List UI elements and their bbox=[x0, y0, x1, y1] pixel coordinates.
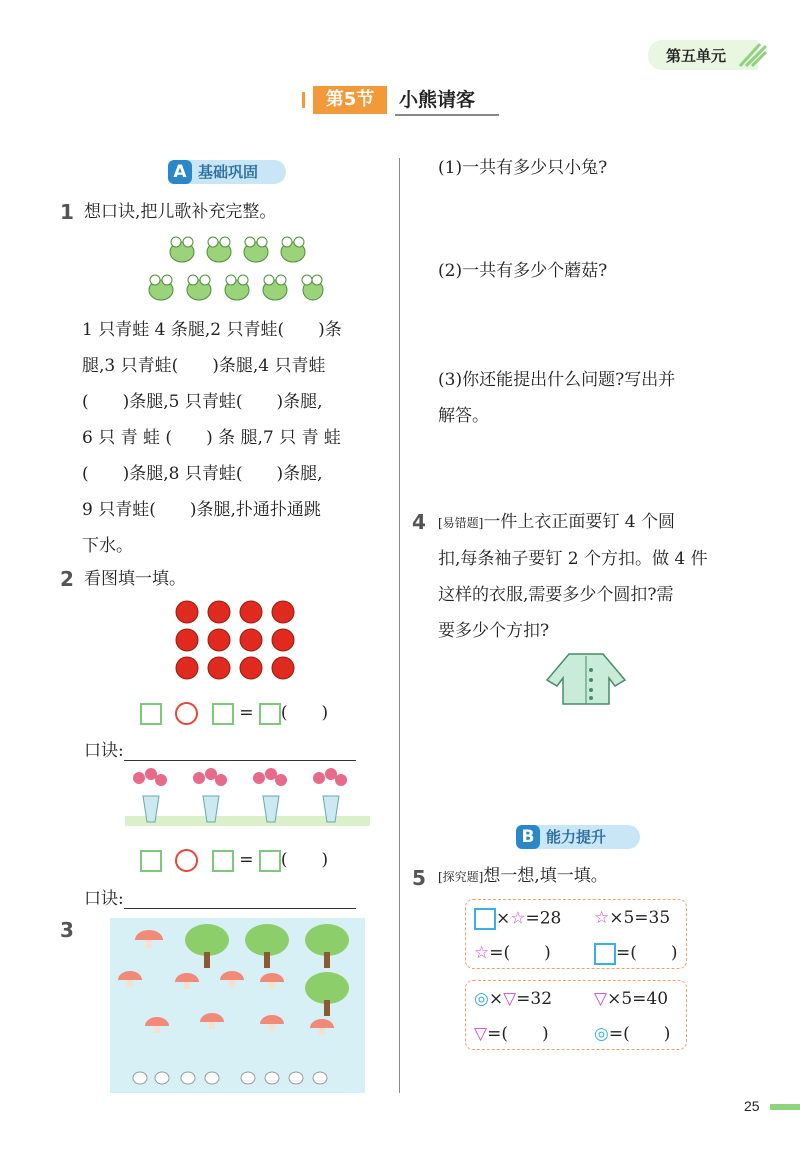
forest-picture bbox=[110, 918, 365, 1093]
coat-icon bbox=[545, 650, 627, 706]
triangle-answer-blank[interactable]: =( ) bbox=[487, 1024, 549, 1044]
times-sign: × bbox=[496, 908, 511, 929]
star-icon: ☆ bbox=[594, 908, 610, 928]
q5-box1-row2 bbox=[474, 938, 551, 963]
column-divider bbox=[399, 158, 400, 1093]
q5-number: 5 bbox=[412, 866, 426, 890]
rabbit-icon bbox=[289, 1072, 303, 1084]
level-a-label: 基础巩固 bbox=[198, 163, 259, 181]
frog-icon bbox=[263, 275, 287, 300]
level-a-tag bbox=[168, 160, 286, 184]
operator-circle[interactable] bbox=[175, 702, 198, 725]
q5-box1-row1b bbox=[594, 908, 670, 928]
result-text: =28 bbox=[525, 908, 562, 929]
q4-line: 这样的衣服,需要多少个圆扣?需 bbox=[438, 585, 674, 605]
q3-sub-2: (2)一共有多少个蘑菇? bbox=[438, 261, 608, 281]
page-bar bbox=[770, 1104, 800, 1110]
square-answer-blank[interactable]: =( ) bbox=[616, 943, 678, 963]
square-icon bbox=[474, 908, 496, 930]
q1-line: 6 只 青 蛙 ( ) 条 腿,7 只 青 蛙 bbox=[82, 428, 341, 448]
q5-box2-row2b bbox=[594, 1019, 670, 1044]
frogs-pyramid bbox=[145, 232, 325, 304]
level-b-label: 能力提升 bbox=[546, 828, 607, 846]
q4-line: 扣,每条袖子要钉 2 个方扣。做 4 件 bbox=[438, 549, 708, 569]
q2-rhyme-1 bbox=[84, 736, 356, 761]
result-text: ×5=35 bbox=[609, 908, 671, 928]
q1-line: ( )条腿,5 只青蛙( )条腿, bbox=[82, 392, 323, 412]
answer-box[interactable] bbox=[259, 703, 281, 725]
q3-number: 3 bbox=[60, 918, 74, 942]
apples-grid bbox=[174, 600, 300, 682]
rose-vase-icon bbox=[193, 768, 227, 822]
operator-circle[interactable] bbox=[175, 849, 198, 872]
title-decoration bbox=[302, 92, 313, 108]
level-a-letter: A bbox=[168, 160, 192, 184]
q2-prompt: 看图填一填。 bbox=[84, 569, 186, 589]
times-sign: × bbox=[488, 989, 504, 1009]
rabbit-icon bbox=[241, 1072, 255, 1084]
level-b-letter: B bbox=[516, 825, 540, 849]
rhyme-line[interactable] bbox=[124, 890, 356, 909]
q3-sub-3: (3)你还能提出什么问题?写出并 bbox=[438, 370, 676, 390]
triangle-down-icon: ▽ bbox=[474, 1024, 488, 1044]
star-answer-blank[interactable]: =( ) bbox=[489, 943, 551, 963]
star-icon: ☆ bbox=[510, 908, 526, 929]
q1-body bbox=[82, 312, 392, 564]
rose-vase-icon bbox=[313, 768, 347, 822]
q5-box2-row2 bbox=[474, 1019, 549, 1044]
q4-number: 4 bbox=[412, 510, 426, 534]
stripes-icon bbox=[738, 42, 768, 68]
frog-icon bbox=[225, 275, 249, 300]
q5-box2-row1b bbox=[594, 989, 668, 1009]
unit-tab bbox=[648, 40, 758, 70]
q5-box2-row1 bbox=[474, 989, 552, 1009]
unit-blank[interactable]: ( ) bbox=[280, 703, 329, 723]
q5-tag: [探究题] bbox=[438, 870, 484, 884]
double-circle-icon: ◎ bbox=[474, 989, 489, 1009]
star-icon: ☆ bbox=[474, 943, 490, 963]
rose-vase-icon bbox=[133, 768, 167, 822]
q2-number: 2 bbox=[60, 567, 74, 591]
frog-icon bbox=[281, 237, 305, 262]
q1-line: 9 只青蛙( )条腿,扑通扑通跳 bbox=[82, 500, 321, 520]
result-text: ×5=40 bbox=[607, 989, 669, 1009]
q1-line: ( )条腿,8 只青蛙( )条腿, bbox=[82, 464, 323, 484]
rabbit-icon bbox=[133, 1072, 147, 1084]
rabbit-icon bbox=[155, 1072, 169, 1084]
unit-blank[interactable]: ( ) bbox=[280, 850, 329, 870]
q2-rhyme-2 bbox=[84, 884, 356, 909]
equals-sign: = bbox=[239, 850, 254, 870]
rhyme-label: 口诀: bbox=[84, 741, 124, 761]
frog-icon bbox=[207, 237, 231, 262]
q1-number: 1 bbox=[60, 200, 74, 224]
level-b-tag bbox=[516, 825, 640, 849]
result-text: =32 bbox=[516, 989, 553, 1009]
q4-line: 一件上衣正面要钉 4 个圆 bbox=[483, 512, 675, 532]
q5-header bbox=[438, 858, 608, 895]
square-icon bbox=[594, 943, 616, 965]
q3-sub-1: (1)一共有多少只小兔? bbox=[438, 158, 608, 178]
q5-box1-row1 bbox=[474, 908, 561, 930]
section-title: 小熊请客 bbox=[395, 86, 499, 116]
q4-line: 要多少个方扣? bbox=[438, 621, 550, 641]
triangle-down-icon: ▽ bbox=[594, 989, 608, 1009]
double-circle-icon: ◎ bbox=[594, 1024, 609, 1044]
answer-box[interactable] bbox=[140, 703, 162, 725]
answer-box[interactable] bbox=[212, 703, 234, 725]
section-badge: 第5节 bbox=[313, 86, 387, 114]
rabbit-icon bbox=[313, 1072, 327, 1084]
answer-box[interactable] bbox=[140, 850, 162, 872]
q1-prompt: 想口诀,把儿歌补充完整。 bbox=[84, 202, 277, 222]
q1-line: 腿,3 只青蛙( )条腿,4 只青蛙 bbox=[82, 356, 326, 376]
rabbit-icon bbox=[205, 1072, 219, 1084]
q4-body bbox=[438, 504, 748, 649]
q2-equation-2 bbox=[140, 845, 328, 872]
answer-box[interactable] bbox=[259, 850, 281, 872]
frog-icon bbox=[244, 237, 268, 262]
q2-equation-1 bbox=[140, 698, 328, 725]
q1-line: 1 只青蛙 4 条腿,2 只青蛙( )条 bbox=[82, 320, 342, 340]
roses-picture bbox=[125, 766, 370, 828]
rhyme-label: 口诀: bbox=[84, 889, 124, 909]
q5-box-2 bbox=[465, 980, 687, 1050]
q5-box-1 bbox=[465, 899, 687, 969]
answer-box[interactable] bbox=[212, 850, 234, 872]
q1-line: 下水。 bbox=[82, 536, 133, 556]
frog-icon bbox=[187, 275, 211, 300]
rabbit-icon bbox=[265, 1072, 279, 1084]
triangle-down-icon: ▽ bbox=[503, 989, 517, 1009]
frog-icon bbox=[302, 275, 323, 300]
frog-icon bbox=[170, 237, 194, 262]
rhyme-line[interactable] bbox=[124, 742, 356, 761]
page-number: 25 bbox=[744, 1098, 760, 1114]
rose-vase-icon bbox=[253, 768, 287, 822]
q4-tag: [易错题] bbox=[438, 516, 484, 530]
frog-icon bbox=[149, 275, 173, 300]
equals-sign: = bbox=[239, 703, 254, 723]
q5-box1-row2b bbox=[594, 938, 678, 965]
unit-label: 第五单元 bbox=[666, 47, 727, 65]
circle-answer-blank[interactable]: =( ) bbox=[608, 1024, 671, 1044]
q5-prompt: 想一想,填一填。 bbox=[483, 866, 608, 886]
rabbit-icon bbox=[181, 1072, 195, 1084]
q3-sub-3b: 解答。 bbox=[438, 406, 489, 426]
